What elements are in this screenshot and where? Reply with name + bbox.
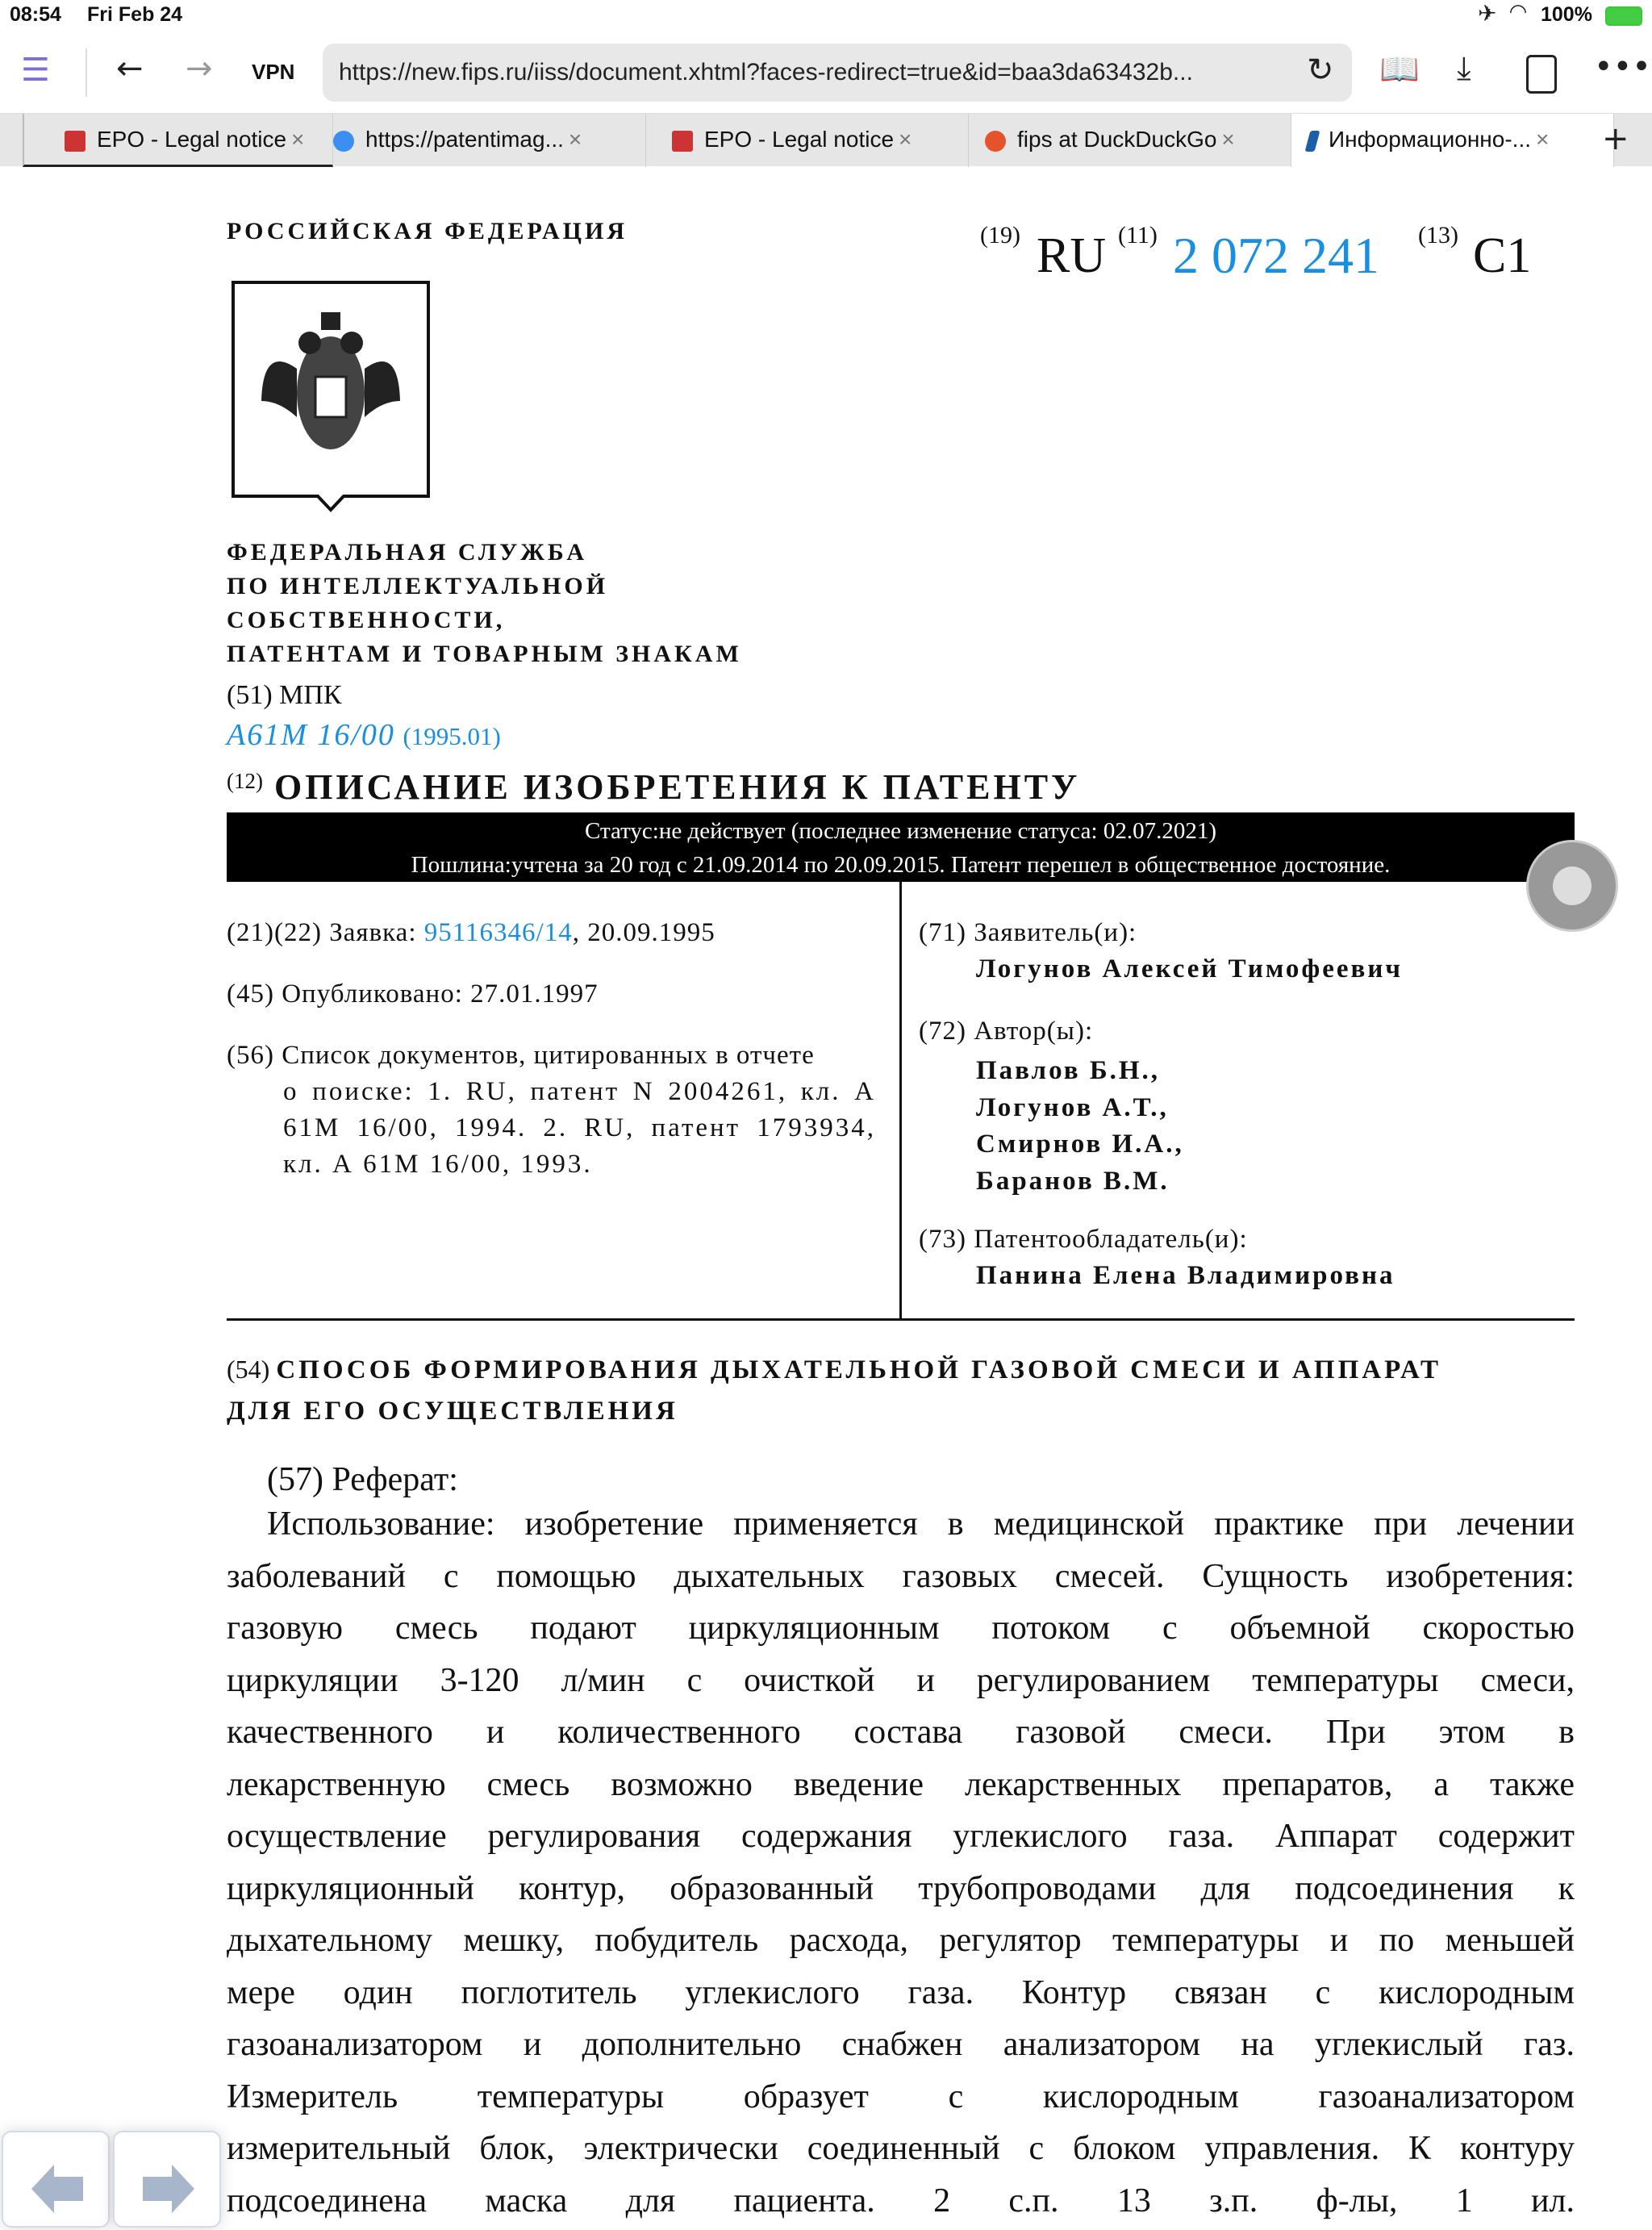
agency-line: СОБСТВЕННОСТИ, [227, 607, 506, 633]
tab-label: Информационно-... [1329, 127, 1532, 152]
cited-line: 61М 16/00, 1994. 2. RU, патент 1793934, [283, 1113, 876, 1142]
abstract-line: подсоединена маска для пациента. 2 с.п. 13 з.п. ф-лы, 1 ил. [227, 2182, 1575, 2220]
holder-name: Панина Елена Владимировна [976, 1261, 1395, 1290]
tab-label: fips at DuckDuckGo [1017, 127, 1217, 152]
agency-line: ПО ИНТЕЛЛЕКТУАЛЬНОЙ [227, 573, 609, 599]
tabs-icon[interactable] [1526, 55, 1557, 94]
url-text: https://new.fips.ru/iiss/document.xhtml?faces-redirect=true&id=baa3da63432b... [339, 59, 1193, 86]
application-number-link[interactable]: 95116346/14 [423, 918, 573, 947]
previous-page-button[interactable] [2, 2131, 110, 2228]
reload-icon[interactable]: ↻ [1307, 52, 1334, 89]
status-banner [227, 812, 1575, 882]
cited-documents [227, 1041, 876, 1186]
published-date: (45) Опубликовано: 27.01.1997 [227, 979, 599, 1009]
invention-title [227, 1349, 1441, 1432]
close-icon[interactable]: × [291, 127, 305, 152]
wifi-icon: ◠ [1510, 0, 1526, 24]
close-icon[interactable]: × [899, 127, 912, 152]
authors-list [976, 1053, 1184, 1200]
inid-19: (19) [980, 222, 1020, 248]
date: Fri Feb 24 [87, 3, 183, 26]
invention-title-line: ДЛЯ ЕГО ОСУЩЕСТВЛЕНИЯ [227, 1397, 678, 1426]
abstract-line: циркуляционный контур, образованный трубопроводами для подсоединения к [227, 1869, 1575, 1907]
abstract-line: качественного и количественного состава газовой смеси. При этом в [227, 1714, 1575, 1751]
column-divider [899, 882, 902, 1319]
more-icon[interactable]: ••• [1594, 48, 1651, 86]
airplane-icon: ✈ [1478, 0, 1497, 27]
menu-icon[interactable]: ☰ [21, 52, 50, 89]
tab-epo-2[interactable] [646, 114, 969, 167]
tab-label: https://patentimag... [365, 127, 564, 152]
arrow-left-icon [31, 2165, 83, 2213]
duckduckgo-favicon [985, 131, 1006, 152]
status-bar [0, 0, 1652, 34]
agency-line: ФЕДЕРАЛЬНАЯ СЛУЖБА [227, 539, 587, 566]
abstract-line: циркуляции 3-120 л/мин с очисткой и регулированием температуры смеси, [227, 1661, 1575, 1699]
coat-of-arms-emblem [231, 280, 432, 514]
abstract-line: Использование: изобретение применяется в медицинской практике при лечении [267, 1505, 1575, 1543]
download-icon[interactable]: ⤓ [1457, 50, 1471, 87]
agency-name [227, 536, 742, 671]
patent-number[interactable]: 2 072 241 [1173, 227, 1379, 284]
epo-favicon [672, 131, 693, 152]
tab-patentimages[interactable] [333, 114, 646, 167]
address-bar[interactable] [323, 44, 1352, 102]
vpn-button[interactable]: VPN [252, 60, 295, 84]
abstract-line: газовую смесь подают циркуляционным потоком с объемной скоростью [227, 1610, 1575, 1647]
mpk-label: (51) МПК [227, 680, 342, 710]
close-icon[interactable]: × [1536, 127, 1550, 152]
mpk-line [227, 716, 501, 755]
close-icon[interactable]: × [568, 127, 582, 152]
tab-duckduckgo[interactable] [969, 114, 1291, 167]
battery-percent: 100% [1541, 3, 1592, 26]
inid-12: (12) [227, 769, 263, 793]
browser-toolbar [0, 34, 1652, 113]
cited-line: кл. А 61М 16/00, 1993. [283, 1150, 593, 1179]
move-icon [1553, 867, 1592, 905]
abstract-line: осуществление регулирования содержания углекислого газа. Аппарат содержит [227, 1818, 1575, 1855]
close-icon[interactable]: × [1221, 127, 1235, 152]
abstract-line: измерительный блок, электрически соединенный с блоком управления. К контуру [227, 2130, 1575, 2167]
abstract-line: дыхательному мешку, побудитель расхода, регулятор температуры и по меньшей [227, 1922, 1575, 1959]
author: Логунов А.Т., [976, 1092, 1169, 1122]
time: 08:54 [10, 3, 61, 26]
abstract-line: Измеритель температуры образует с кислородным газоанализатором [227, 2078, 1575, 2115]
invention-title-line: СПОСОБ ФОРМИРОВАНИЯ ДЫХАТЕЛЬНОЙ ГАЗОВОЙ СМЕСИ И АППАРАТ [276, 1355, 1441, 1384]
application-line [227, 918, 715, 948]
author: Баранов В.М. [976, 1166, 1170, 1196]
tab-fips-active[interactable] [1291, 114, 1614, 167]
country-name: РОССИЙСКАЯ ФЕДЕРАЦИЯ [227, 218, 628, 244]
abstract-line: газоанализатором и дополнительно снабжен анализатором на углекислый газ. [227, 2026, 1575, 2063]
applicant-label: (71) Заявитель(и): [919, 918, 1137, 947]
back-icon[interactable]: ← [116, 50, 144, 87]
battery-icon [1605, 6, 1642, 26]
tab-label: EPO - Legal notice [704, 127, 895, 152]
fips-favicon [1305, 131, 1320, 152]
abstract-line: лекарственную смесь возможно введение лекарственных препаратов, а также [227, 1765, 1575, 1803]
fee-text: Пошлина:учтена за 20 год с 21.09.2014 по 20.09.2015. Патент перешел в общественное достояние. [411, 852, 1391, 878]
reader-icon[interactable]: 📖 [1379, 51, 1420, 88]
abstract-line: заболеваний с помощью дыхательных газовых смесей. Сущность изобретения: [227, 1557, 1575, 1595]
applicant-name: Логунов Алексей Тимофеевич [976, 954, 1403, 983]
cited-line: (56) Список документов, цитированных в отчете [227, 1041, 815, 1070]
holder-label: (73) Патентообладатель(и): [919, 1225, 1248, 1254]
application-date: , 20.09.1995 [572, 918, 715, 947]
authors-label: (72) Автор(ы): [919, 1017, 1094, 1046]
kind-code: C1 [1473, 228, 1532, 283]
country-code: RU [1037, 228, 1107, 283]
abstract-line: мере один поглотитель углекислого газа. Контур связан с кислородным [227, 1973, 1575, 2011]
mpk-link[interactable]: A61M 16/00 [227, 718, 395, 752]
epo-favicon [65, 131, 86, 152]
author: Смирнов И.А., [976, 1130, 1184, 1159]
google-favicon [333, 131, 354, 152]
agency-line: ПАТЕНТАМ И ТОВАРНЫМ ЗНАКАМ [227, 641, 742, 667]
inid-13: (13) [1418, 222, 1458, 248]
new-tab-icon[interactable]: + [1602, 120, 1629, 157]
divider [86, 48, 87, 97]
mpk-year: (1995.01) [403, 722, 501, 750]
cited-line: о поиске: 1. RU, патент N 2004261, кл. А [283, 1077, 876, 1106]
tab-label: EPO - Legal notice [97, 127, 287, 152]
application-label: (21)(22) Заявка: [227, 918, 424, 947]
inid-54: (54) [227, 1355, 270, 1384]
abstract-label: (57) Реферат: [267, 1461, 458, 1498]
tab-bar [0, 113, 1652, 166]
inid-11: (11) [1118, 222, 1158, 248]
status-text: Статус:не действует (последнее изменение статуса: 02.07.2021) [585, 818, 1216, 844]
arrow-right-icon [143, 2165, 194, 2213]
next-page-button[interactable] [113, 2131, 221, 2228]
author: Павлов Б.Н., [976, 1056, 1161, 1085]
forward-icon[interactable]: → [186, 50, 213, 87]
scroll-navigation-button[interactable] [1526, 840, 1618, 932]
tab-epo-1[interactable] [23, 114, 333, 167]
document-title: ОПИСАНИЕ ИЗОБРЕТЕНИЯ К ПАТЕНТУ [274, 767, 1081, 807]
section-divider [227, 1318, 1575, 1321]
